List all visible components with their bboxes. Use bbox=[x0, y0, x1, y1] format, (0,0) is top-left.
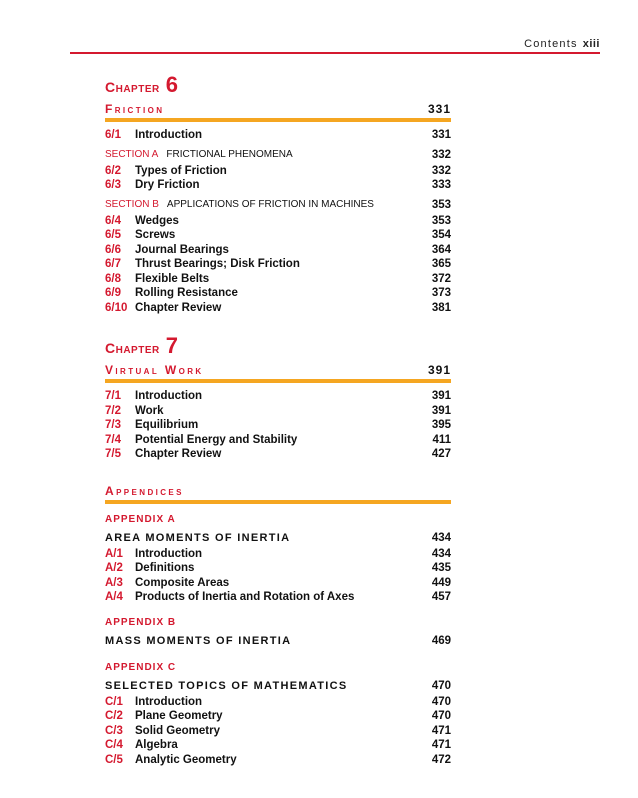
appendix-c-title[interactable] bbox=[105, 677, 451, 695]
toc-page: 472 bbox=[431, 753, 451, 766]
section-page: 332 bbox=[431, 148, 451, 161]
toc-page: 373 bbox=[431, 287, 451, 300]
toc-row[interactable] bbox=[105, 576, 451, 591]
section-b-heading[interactable] bbox=[105, 196, 451, 214]
appendix-page: 434 bbox=[431, 531, 451, 544]
toc-number: 7/3 bbox=[105, 419, 121, 432]
toc-row[interactable] bbox=[105, 447, 451, 462]
section-label: SECTION B bbox=[105, 199, 159, 210]
toc-page: 364 bbox=[431, 243, 451, 256]
chapter-number: 6 bbox=[165, 72, 179, 97]
appendix-page: 470 bbox=[431, 679, 451, 692]
toc-row[interactable] bbox=[105, 561, 451, 576]
toc-row[interactable] bbox=[105, 724, 451, 739]
toc-page: 391 bbox=[431, 390, 451, 403]
toc-page: 354 bbox=[431, 229, 451, 242]
toc-title: Flexible Belts bbox=[135, 272, 210, 285]
toc-page: 427 bbox=[431, 448, 451, 461]
toc-title: Screws bbox=[135, 229, 176, 242]
toc-page: 353 bbox=[431, 214, 451, 227]
toc-number: C/5 bbox=[105, 753, 123, 766]
toc-title: Composite Areas bbox=[135, 576, 230, 589]
toc-title: Introduction bbox=[135, 129, 203, 142]
toc-number: C/1 bbox=[105, 695, 123, 708]
chapter-label: Chapter bbox=[105, 340, 160, 356]
toc-title: Equilibrium bbox=[135, 419, 199, 432]
toc-number: 7/4 bbox=[105, 433, 121, 446]
toc-page: 471 bbox=[431, 724, 451, 737]
toc-title: Dry Friction bbox=[135, 179, 200, 192]
appendices-heading: Appendices bbox=[105, 483, 184, 498]
toc-page: 435 bbox=[431, 562, 451, 575]
appendix-a-label: APPENDIX A bbox=[105, 513, 176, 525]
toc-title: Chapter Review bbox=[135, 448, 222, 461]
toc-number: 7/2 bbox=[105, 404, 121, 417]
toc-title: Chapter Review bbox=[135, 301, 222, 314]
toc-row[interactable] bbox=[105, 695, 451, 710]
toc-page: 391 bbox=[431, 404, 451, 417]
toc-title: Introduction bbox=[135, 547, 203, 560]
header-page-number: xiii bbox=[582, 38, 600, 50]
chapter-label: Chapter bbox=[105, 79, 160, 95]
toc-title: Types of Friction bbox=[135, 164, 227, 177]
toc-number: C/3 bbox=[105, 724, 123, 737]
header-label: Contents bbox=[524, 38, 578, 50]
toc-title: Solid Geometry bbox=[135, 724, 220, 737]
toc-row[interactable] bbox=[105, 433, 451, 448]
toc-number: 6/4 bbox=[105, 214, 121, 227]
toc-row[interactable] bbox=[105, 389, 451, 404]
toc-title: Definitions bbox=[135, 562, 195, 575]
toc-page: 411 bbox=[432, 433, 451, 446]
toc-number: 7/5 bbox=[105, 448, 121, 461]
section-title: APPLICATIONS OF FRICTION IN MACHINES bbox=[166, 199, 374, 210]
toc-title: Products of Inertia and Rotation of Axes bbox=[135, 591, 355, 604]
appendix-b-label: APPENDIX B bbox=[105, 616, 177, 628]
appendices-title bbox=[105, 480, 451, 498]
toc-number: 6/9 bbox=[105, 287, 121, 300]
toc-title: Potential Energy and Stability bbox=[135, 433, 298, 446]
appendices-rule bbox=[105, 500, 451, 504]
chapter-page: 391 bbox=[427, 363, 451, 377]
toc-number: C/2 bbox=[105, 710, 123, 723]
chapter-6-heading bbox=[105, 72, 451, 98]
toc-number: A/1 bbox=[105, 547, 123, 560]
top-rule bbox=[70, 52, 600, 54]
toc-row[interactable] bbox=[105, 709, 451, 724]
toc-title: Analytic Geometry bbox=[135, 753, 237, 766]
chapter-page: 331 bbox=[427, 102, 451, 116]
toc-row[interactable] bbox=[105, 738, 451, 753]
chapter-6-title bbox=[105, 98, 451, 116]
section-page: 353 bbox=[431, 198, 451, 211]
section-title: FRICTIONAL PHENOMENA bbox=[166, 149, 293, 160]
toc-page: 449 bbox=[431, 576, 451, 589]
toc-page: 471 bbox=[431, 739, 451, 752]
toc-title: Wedges bbox=[135, 214, 179, 227]
toc-row[interactable] bbox=[105, 164, 451, 179]
toc-page: 395 bbox=[431, 419, 451, 432]
toc-row[interactable] bbox=[105, 178, 451, 193]
chapter-7-heading bbox=[105, 333, 451, 359]
toc-row[interactable] bbox=[105, 286, 451, 301]
toc-title: Introduction bbox=[135, 390, 203, 403]
toc-page: 331 bbox=[431, 129, 451, 142]
appendix-b-title[interactable] bbox=[105, 632, 451, 650]
toc-row[interactable] bbox=[105, 228, 451, 243]
appendix-a-title[interactable] bbox=[105, 529, 451, 547]
toc-number: 6/2 bbox=[105, 164, 121, 177]
chapter-title: Friction bbox=[105, 102, 165, 116]
toc-title: Plane Geometry bbox=[135, 710, 223, 723]
toc-row[interactable] bbox=[105, 547, 451, 562]
toc-title: Thrust Bearings; Disk Friction bbox=[135, 258, 300, 271]
chapter-rule bbox=[105, 118, 451, 122]
toc-number: 6/8 bbox=[105, 272, 121, 285]
toc-number: A/4 bbox=[105, 591, 123, 604]
toc-row[interactable] bbox=[105, 753, 451, 768]
toc-number: A/3 bbox=[105, 576, 123, 589]
toc-row[interactable] bbox=[105, 404, 451, 419]
toc-page: 457 bbox=[431, 591, 451, 604]
chapter-title: Virtual Work bbox=[105, 363, 204, 377]
toc-number: 6/5 bbox=[105, 229, 121, 242]
toc-page: 365 bbox=[431, 258, 451, 271]
section-label: SECTION A bbox=[105, 149, 159, 160]
toc-page: 381 bbox=[431, 301, 451, 314]
appendix-c-label: APPENDIX C bbox=[105, 661, 177, 673]
toc-title: Journal Bearings bbox=[135, 243, 229, 256]
toc-page: 470 bbox=[431, 710, 451, 723]
toc-number: 7/1 bbox=[105, 390, 121, 403]
toc-row[interactable] bbox=[105, 272, 451, 287]
toc-number: 6/6 bbox=[105, 243, 121, 256]
appendix-page: 469 bbox=[431, 634, 451, 647]
toc-title: Introduction bbox=[135, 695, 203, 708]
toc-row[interactable] bbox=[105, 301, 451, 316]
running-header bbox=[524, 38, 600, 50]
toc-row[interactable] bbox=[105, 257, 451, 272]
toc-number: 6/1 bbox=[105, 129, 121, 142]
toc-row[interactable] bbox=[105, 590, 451, 605]
toc-number: A/2 bbox=[105, 562, 123, 575]
chapter-rule bbox=[105, 379, 451, 383]
chapter-number: 7 bbox=[165, 333, 179, 358]
toc-page: 333 bbox=[431, 179, 451, 192]
toc-number: 6/3 bbox=[105, 179, 121, 192]
toc-page: 332 bbox=[431, 164, 451, 177]
appendix-title: MASS MOMENTS OF INERTIA bbox=[105, 634, 292, 647]
toc-page: 434 bbox=[431, 547, 451, 560]
chapter-7-title bbox=[105, 359, 451, 377]
toc-number: C/4 bbox=[105, 739, 123, 752]
toc-title: Rolling Resistance bbox=[135, 287, 238, 300]
appendix-title: SELECTED TOPICS OF MATHEMATICS bbox=[105, 679, 348, 692]
toc-page: 372 bbox=[431, 272, 451, 285]
toc-row[interactable] bbox=[105, 243, 451, 258]
toc-number: 6/7 bbox=[105, 258, 121, 271]
toc-title: Algebra bbox=[135, 739, 178, 752]
appendix-title: AREA MOMENTS OF INERTIA bbox=[105, 531, 291, 544]
toc-row[interactable] bbox=[105, 418, 451, 433]
toc-title: Work bbox=[135, 404, 164, 417]
toc-number: 6/10 bbox=[105, 301, 128, 314]
toc-row[interactable] bbox=[105, 214, 451, 229]
toc-page: 470 bbox=[431, 695, 451, 708]
toc-row[interactable] bbox=[105, 128, 451, 143]
section-a-heading[interactable] bbox=[105, 146, 451, 164]
toc-content bbox=[105, 72, 451, 767]
